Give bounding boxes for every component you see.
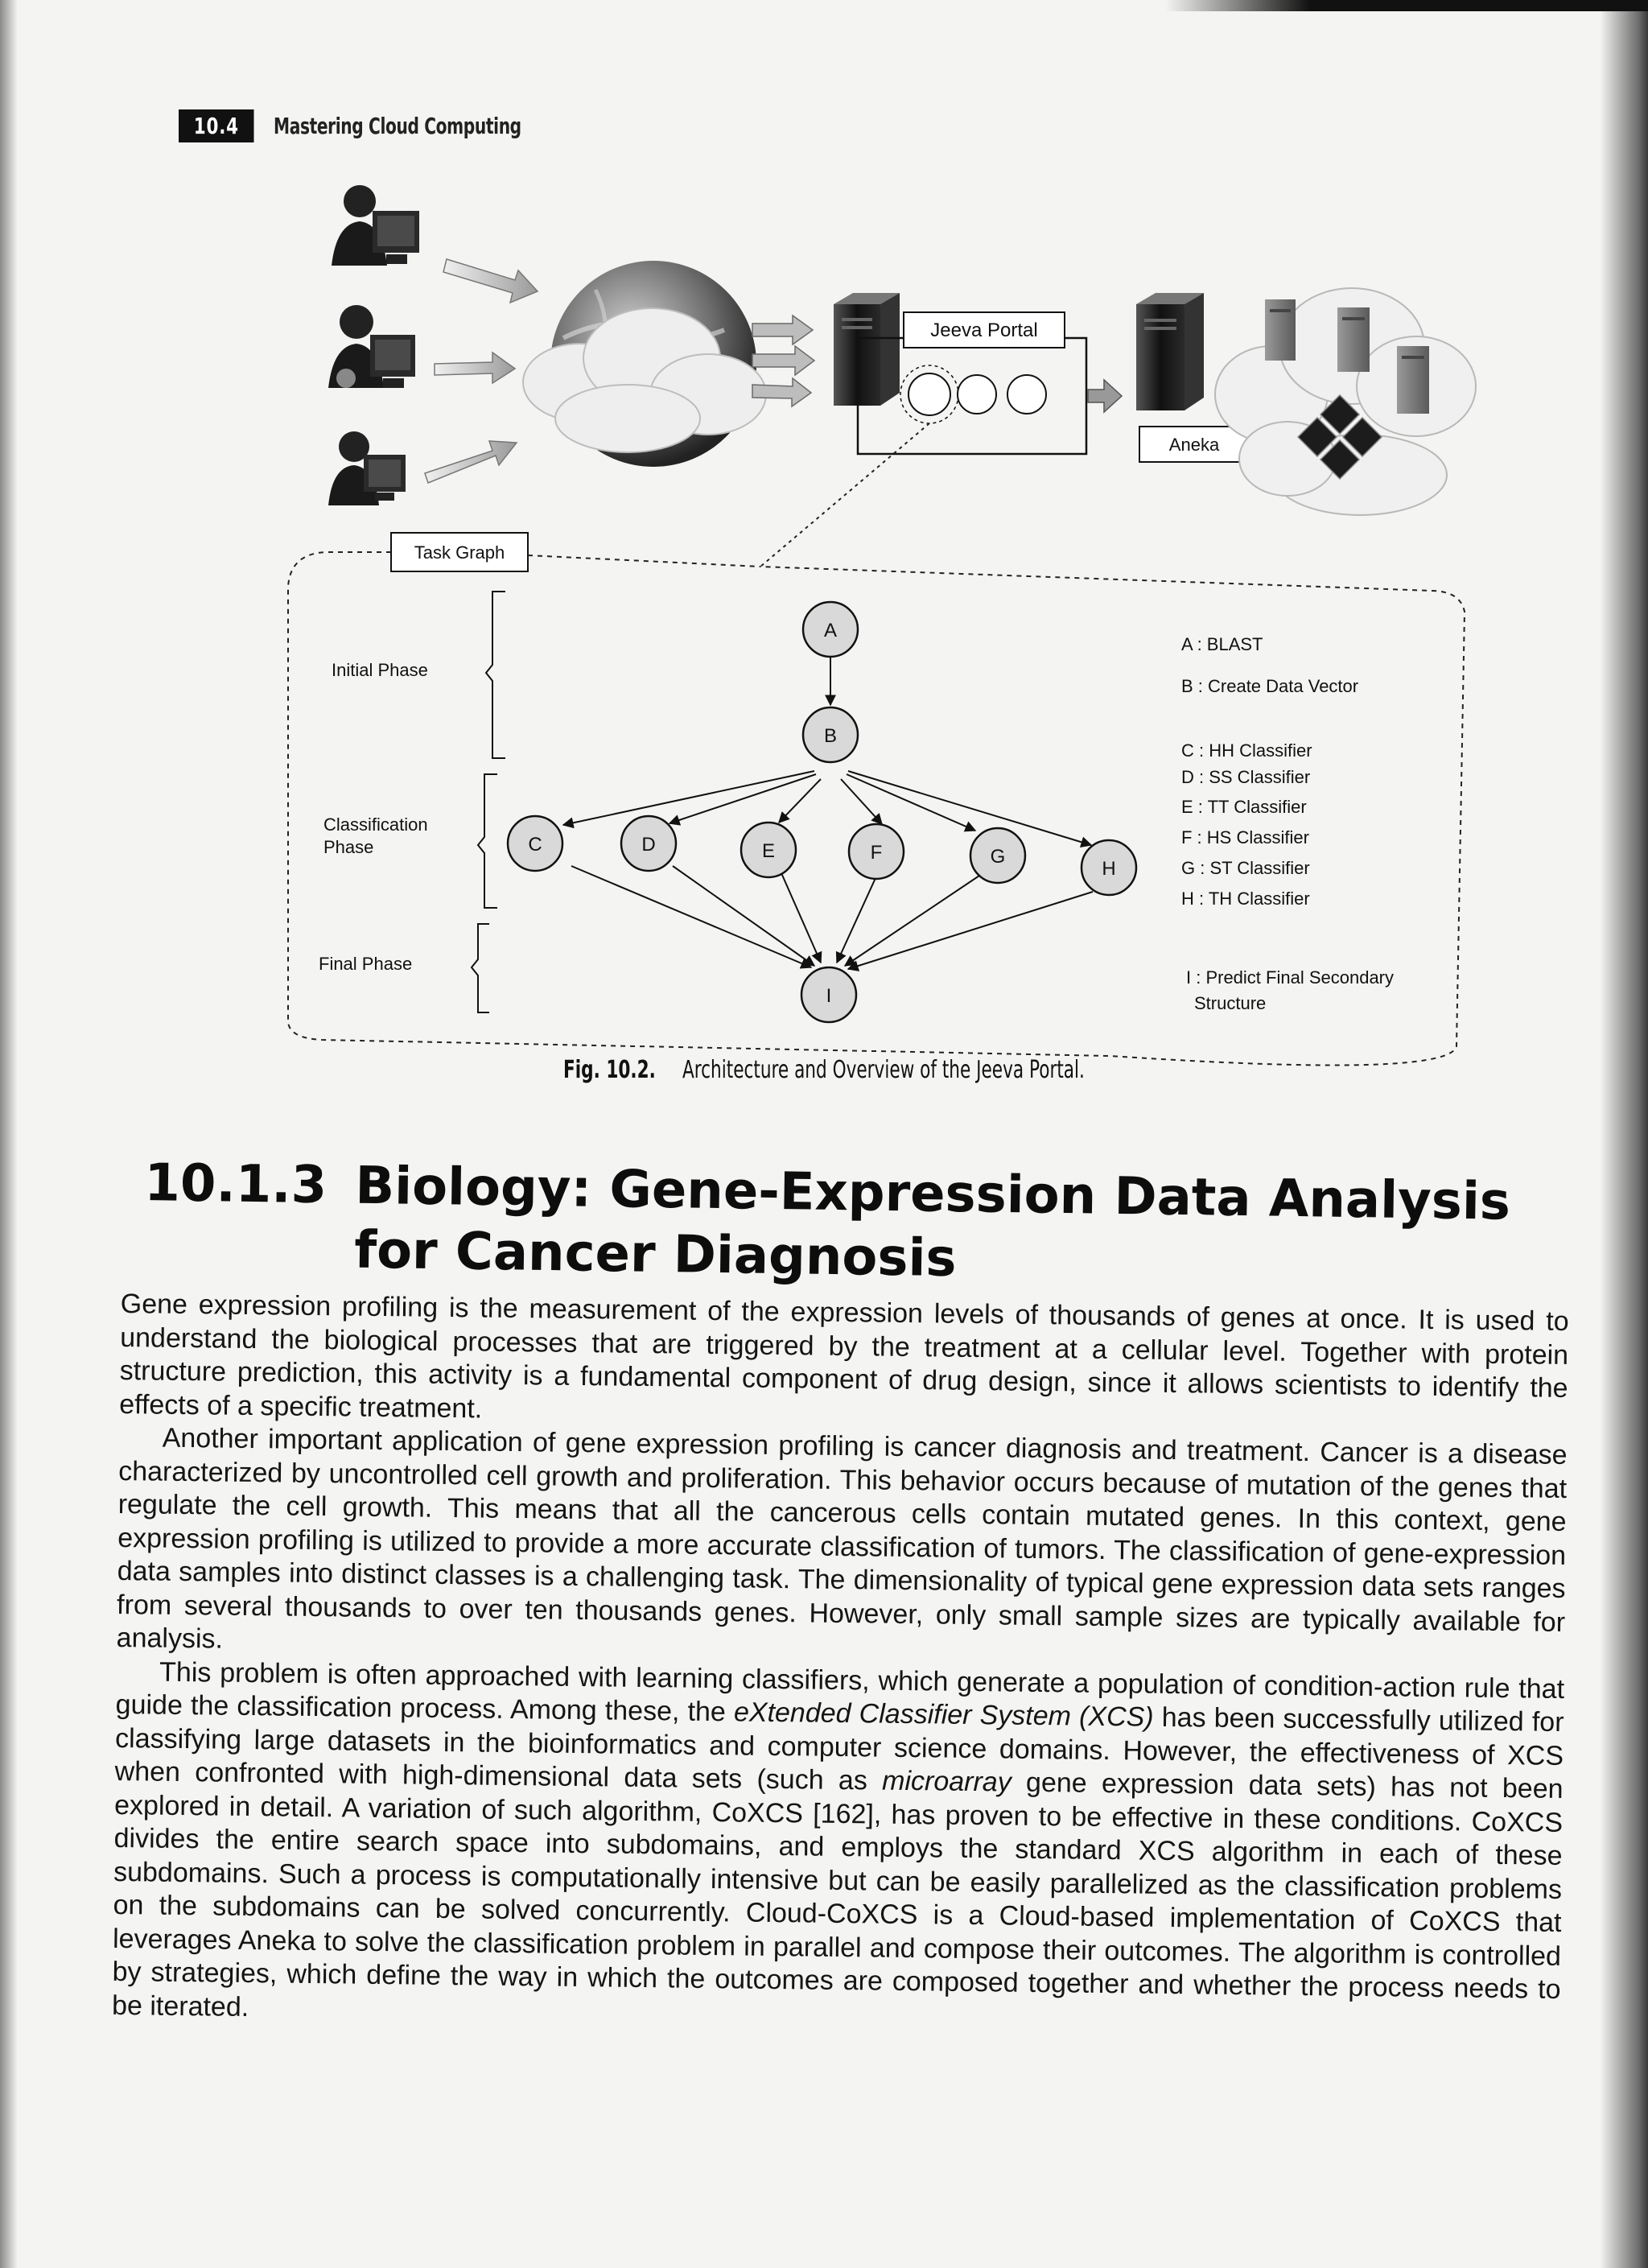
paragraph-3-text: This problem is often approached with learning classifiers, which generate a population of condition-action rule that guide the classification process. Among these, the [115, 1656, 1565, 1728]
jeeva-portal-server-icon [834, 293, 900, 406]
section-title: Biology: Gene-Expression Data Analysis for Cancer Diagnosis [353, 1156, 1511, 1289]
task-graph-boundary-top [528, 555, 760, 567]
portal-task-circle [1007, 375, 1046, 414]
legend-g: G : ST Classifier [1181, 858, 1310, 878]
compute-node-server-icon [1265, 299, 1296, 361]
body-text [112, 1288, 1569, 2040]
task-node-g [970, 828, 1025, 883]
svg-text:A: A [823, 620, 838, 641]
figure-caption-text: Architecture and Overview of the Jeeva Portal. [682, 1056, 1085, 1084]
compute-node-server-icon [1397, 346, 1429, 414]
initial-phase-brace [486, 592, 505, 758]
paragraph-3-italic-xcs: eXtended Classifier System (XCS) [733, 1697, 1154, 1733]
classification-phase-brace [478, 774, 497, 908]
aneka-label: Aneka [1168, 435, 1220, 455]
task-node-f [849, 824, 904, 879]
task-node-e [741, 823, 796, 877]
figure-caption-label: Fig. 10.2. [563, 1056, 656, 1084]
svg-text:F: F [870, 842, 883, 864]
classification-phase-label: Classification [323, 814, 428, 835]
final-phase-brace [472, 924, 489, 1012]
task-node-a [803, 602, 858, 657]
svg-text:C: C [528, 834, 542, 856]
legend-e: E : TT Classifier [1181, 797, 1307, 817]
user-workstation-icon [328, 431, 406, 505]
task-graph-label: Task Graph [414, 542, 505, 563]
legend-i: I : Predict Final Secondary [1186, 967, 1395, 988]
legend-c: C : HH Classifier [1181, 740, 1312, 761]
legend-a: A : BLAST [1181, 634, 1263, 654]
task-node-b [803, 707, 858, 762]
legend-b: B : Create Data Vector [1181, 676, 1359, 696]
portal-to-aneka-arrow [1088, 380, 1122, 412]
paragraph-3-italic-microarray: microarray [881, 1765, 1011, 1798]
running-title: Mastering Cloud Computing [274, 112, 521, 139]
paragraph-3-text-end: gene expression data sets) has not been explored in detail. A variation of such algorithm, CoXCS [162], has proven to be effective in these conditions. CoXCS divides the entire search space into subdomains, and employs the standard XCS algorithm in each of these subdomains. Such a process is computationally intensive but can be easily parallelized as the classification problems on the subdomains can be solved concurrently. Cloud-CoXCS is a Cloud-based implementation of CoXCS that leverages Aneka to solve the classification problem in parallel and compose their outcomes. The algorithm is controlled by strategies, which define the way in which the outcomes are composed together and whether the process needs to be iterated. [111, 1767, 1564, 2023]
task-legend [1181, 634, 1394, 1013]
user-workstation-icon [328, 305, 415, 388]
page-number: 10.4 [179, 109, 254, 142]
svg-text:E: E [761, 840, 776, 862]
jeeva-portal-label: Jeeva Portal [930, 320, 1038, 341]
portal-task-circle [908, 373, 950, 415]
legend-i-continued: Structure [1194, 993, 1267, 1013]
legend-h: H : TH Classifier [1181, 889, 1310, 909]
compute-node-server-icon [1337, 307, 1370, 372]
svg-text:G: G [990, 846, 1006, 868]
section-number: 10.1.3 [143, 1153, 328, 1216]
legend-d: D : SS Classifier [1181, 767, 1311, 787]
paragraph-2: Another important application of gene expression profiling is cancer diagnosis and treatment. Cancer is a disease characterized by uncontrolled cell growth and proliferation. This behavior occurs because of mutation of the genes that regulate the cell growth. This means that all the cancerous cells contain mutated genes. In this context, gene expression profiling is utilized to provide a more accurate classification of tumors. The classification of gene-expression data samples into distinct classes is a challenging task. The dimensionality of typical gene expression data sets ranges from several thousands to over ten thousands genes. However, only small sample sizes are typically available for analysis. [116, 1422, 1568, 1655]
initial-phase-label: Initial Phase [332, 660, 428, 680]
svg-text:D: D [641, 834, 656, 856]
svg-text:H: H [1102, 858, 1116, 880]
paragraph-3 [112, 1655, 1564, 2039]
task-graph-edges [563, 658, 1093, 969]
legend-f: F : HS Classifier [1181, 827, 1309, 847]
svg-text:B: B [823, 725, 838, 747]
architecture-figure [0, 0, 1648, 1127]
portal-to-taskgraph-connector [760, 423, 929, 567]
svg-text:I: I [826, 985, 832, 1007]
classification-phase-label-2: Phase [323, 837, 374, 857]
portal-task-circle [958, 375, 996, 414]
user-workstation-icon [332, 185, 419, 266]
paragraph-3-text-middle: has been successfully utilized for classifying large datasets in the bioinformatics and computer science domains. However, the effectiveness of XCS when confronted with high-dimensional data sets (such as [114, 1701, 1564, 1796]
user-to-cloud-arrows [425, 259, 538, 483]
task-node-c [508, 816, 562, 871]
task-node-d [621, 816, 676, 871]
paragraph-1: Gene expression profiling is the measurement of the expression levels of thousands of genes at once. It is used to understand the biological processes that are triggered by the treatment at a cellular level. Together with protein structure prediction, this activity is a fundamental component of drug design, since it allows scientists to identify the effects of a specific treatment. [119, 1288, 1569, 1424]
section-heading [143, 1151, 1561, 1300]
figure-caption [563, 1056, 1085, 1084]
final-phase-label: Final Phase [319, 954, 413, 974]
request-arrows [752, 315, 814, 406]
task-node-h [1082, 840, 1136, 895]
task-node-i [801, 967, 856, 1022]
aneka-server-icon [1136, 293, 1204, 410]
